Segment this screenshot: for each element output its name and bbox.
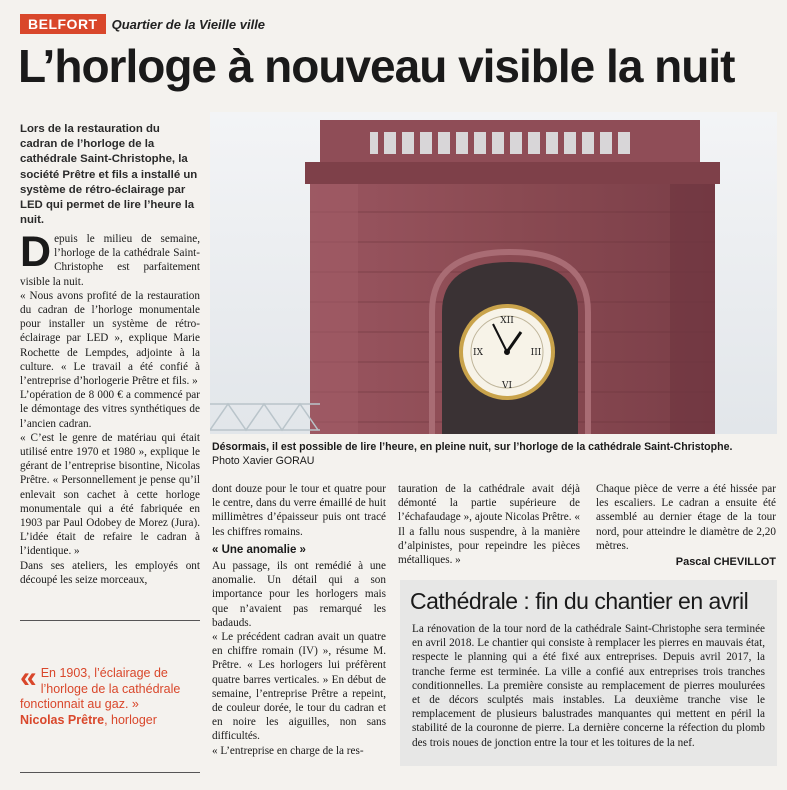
pull-quote — [20, 661, 200, 728]
cathedral-photo — [210, 112, 777, 434]
sidebar-text — [412, 622, 765, 750]
divider — [20, 772, 200, 773]
quote-author-role: , horloger — [104, 712, 157, 727]
author-signature: Pascal CHEVILLOT — [675, 556, 776, 569]
quote-author-name: Nicolas Prêtre — [20, 712, 105, 727]
section-subtitle: Quartier de la Vieille ville — [111, 16, 266, 32]
lead-paragraph: Lors de la restauration du cadran de l’horloge de la cathédrale Saint-Christophe, la société Prêtre et fils a installé un système de rétro-éclairage par LED qui permet de lire l’heure la nuit. — [20, 123, 198, 227]
article-column-4 — [596, 482, 776, 569]
article-column-2 — [212, 482, 386, 758]
divider — [20, 620, 200, 621]
caption-text: Désormais, il est possible de lire l’heure, en pleine nuit, sur l’horloge de la cathédrale Saint-Christophe. — [212, 441, 733, 453]
quote-text: En 1903, l’éclairage de l’horloge de la cathédrale fonctionnait au gaz. » — [20, 666, 181, 711]
svg-text:IX: IX — [473, 348, 483, 358]
paragraph: « L’entreprise en charge de la res- — [212, 744, 364, 757]
paragraph: dont douze pour le tour et quatre pour le centre, dans du verre émaillé de huit millimètres d’épaisseur puis ont tracé les chiffres romains. — [212, 483, 386, 538]
photo-credit: Photo Xavier GORAU — [212, 455, 315, 467]
cathedral-tower-illustration — [210, 112, 777, 434]
paragraph: « Nous avons profité de la restauration du cadran de l’horloge monumentale pour installer un système de rétro-éclairage par LED », explique Marie Rochette de Lempdes, adjointe à la culture. « Le travail a été confié à l’entreprise d’horlogerie Prêtre et fils. » — [20, 289, 200, 388]
subheading: « Une anomalie » — [212, 543, 306, 556]
svg-text:XII: XII — [500, 316, 514, 326]
paragraph: Dans ses ateliers, les employés ont découpé les seize morceaux, — [20, 559, 200, 586]
section-tag: BELFORT — [20, 14, 106, 34]
paragraph: « Le précédent cadran avait un quatre en chiffre romain (IV) », résume M. Prêtre. « Les horlogers lui préfèrent quatre barres verticales. » En début de semaine, l’entreprise Prêtre a repeint, de couleur dorée, le tour du cadran et en noire les aiguilles, non sans difficultés. — [212, 631, 386, 743]
headline: L’horloge à nouveau visible la nuit — [18, 40, 735, 92]
drop-cap: D — [20, 228, 52, 276]
quote-author — [20, 713, 157, 727]
article-column-3 — [398, 482, 580, 567]
section-kicker — [20, 14, 265, 34]
photo-caption — [212, 440, 777, 468]
sidebar-box — [400, 580, 777, 766]
paragraph: tauration de la cathédrale avait déjà démonté la partie supérieure de l’échafaudage », ajoute Nicolas Prêtre. « Il a fallu nous suspendre, à la manière d’alpinistes, pour repeindre les pièces métalliques. » — [398, 483, 580, 567]
paragraph: epuis le milieu de semaine, l’horloge de la cathédrale Saint-Christophe est parfaitement visible la nuit. — [20, 233, 200, 288]
paragraph: Chaque pièce de verre a été hissée par les escaliers. Le cadran a ensuite été assemblé au dernier étage de la tour nord, pour atteindre le diamètre de 2,20 mètres. — [596, 483, 776, 552]
paragraph: La rénovation de la tour nord de la cathédrale Saint-Christophe sera terminée en avril 2018. Le chantier qui consiste à remplacer les pierres en mauvais état, respecte le planning qui a été fixé aux entreprises. Depuis avril 2017, la tranche ferme est terminée. La ville a confié aux entreprises trois tranches conditionnelles. La première consiste au remplacement de pierres moulurées et de décors sculptés mais instables. La deuxième tranche vise le remplacement de plusieurs balustrades manquantes qui mettent en péril la stabilité de la couronne de pierre. La dernière concerne la réfection du plomb des trois noues de jonction entre la tour et les toitures de la nef. — [412, 623, 765, 749]
svg-text:III: III — [530, 348, 542, 358]
quote-mark: « — [20, 661, 37, 694]
svg-text:VI: VI — [501, 381, 513, 391]
article-column-1 — [20, 228, 200, 587]
paragraph: L’opération de 8 000 € a commencé par le démontage des vitres synthétiques de l’ancien cadran. — [20, 389, 200, 430]
paragraph: « C’est le genre de matériau qui était utilisé entre 1970 et 1980 », explique le gérant de l’entreprise bisontine, Nicolas Prêtre. « Personnellement je pense qu’il enlevait son cachet à cette horloge monumentale qui a été fabriquée en 1903 par Paul Odobey de Morez (Jura). L’idée était de refaire le cadran à l’identique. » — [20, 431, 200, 558]
paragraph: Au passage, ils ont remédié à une anomalie. Un détail qui a son importance pour les horlogers mais que n’avaient pas remarqué les badauds. — [212, 560, 386, 629]
sidebar-title: Cathédrale : fin du chantier en avril — [410, 588, 749, 614]
